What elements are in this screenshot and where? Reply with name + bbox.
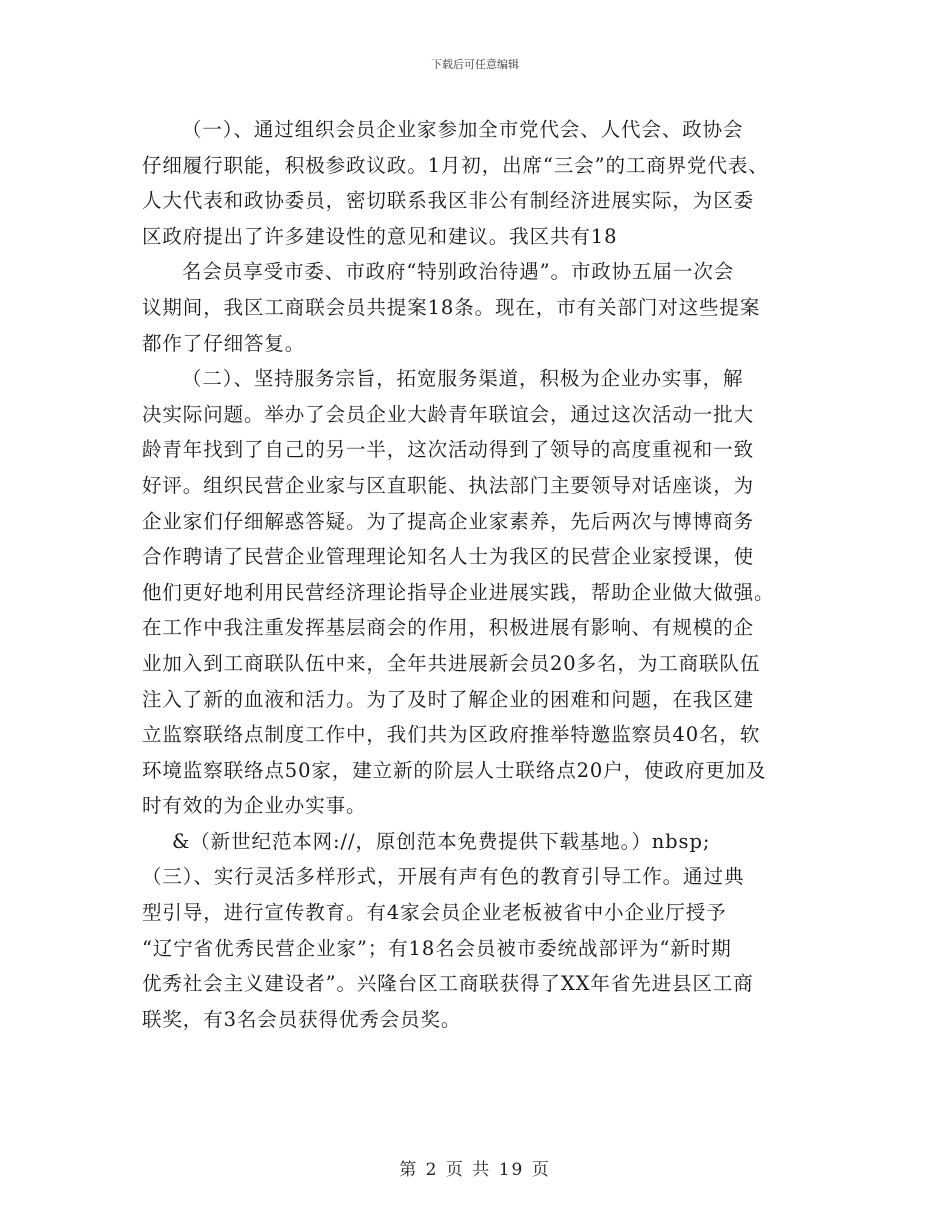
body-line: （二）、坚持服务宗旨，拓宽服务渠道，积极为企业办实事，解: [182, 367, 744, 391]
body-line: 他们更好地利用民营经济理论指导企业进展实践，帮助企业做大做强。: [142, 580, 775, 604]
body-line: 环境监察联络点50家，建立新的阶层人士联络点20户，使政府更加及: [142, 758, 767, 782]
header-note: 下载后可任意编辑: [431, 58, 519, 71]
body-line: 区政府提出了许多建设性的意见和建议。我区共有18: [142, 224, 618, 248]
body-line: 合作聘请了民营企业管理理论知名人士为我区的民营企业家授课，使: [142, 545, 755, 569]
body-line: &（新世纪范本网://，原创范本免费提供下载基地。）nbsp;: [172, 829, 711, 853]
document-body: [142, 112, 832, 1037]
body-line: 决实际问题。举办了会员企业大龄青年联谊会，通过这次活动一批大: [142, 402, 755, 426]
page-number: 第 2 页 共 19 页: [399, 1160, 551, 1180]
body-line: 都作了仔细答复。: [142, 331, 306, 355]
body-line: 龄青年找到了自己的另一半，这次活动得到了领导的高度重视和一致: [142, 438, 755, 462]
body-line: 议期间，我区工商联会员共提案18条。现在，市有关部门对这些提案: [142, 295, 761, 319]
body-line: 人大代表和政协委员，密切联系我区非公有制经济进展实际，为区委: [142, 189, 755, 213]
body-line: （一）、通过组织会员企业家参加全市党代会、人代会、政协会: [182, 118, 744, 141]
body-line: “辽宁省优秀民营企业家”；有18名会员被市委统战部评为“新时期: [142, 936, 732, 960]
body-line: 联奖，有3名会员获得优秀会员奖。: [142, 1007, 462, 1031]
body-line: 优秀社会主义建设者”。兴隆台区工商联获得了XX年省先进县区工商: [142, 972, 754, 996]
body-line: 仔细履行职能，积极参政议政。1月初，出席“三会”的工商界党代表、: [142, 153, 769, 177]
body-line: 业加入到工商联队伍中来，全年共进展新会员20多名，为工商联队伍: [142, 651, 761, 675]
body-line: 型引导，进行宣传教育。有4家会员企业老板被省中小企业厅授予: [142, 901, 727, 925]
body-line: 企业家们仔细解惑答疑。为了提高企业家素养，先后两次与博博商务: [142, 509, 755, 533]
body-line: 好评。组织民营企业家与区直职能、执法部门主要领导对话座谈，为: [142, 473, 755, 497]
body-line: （三）、实行灵活多样形式，开展有声有色的教育引导工作。通过典: [142, 865, 745, 889]
body-line: 注入了新的血液和活力。为了及时了解企业的困难和问题，在我区建: [142, 687, 755, 711]
body-line: 在工作中我注重发挥基层商会的作用，积极进展有影响、有规模的企: [142, 616, 755, 640]
body-line: 时有效的为企业办实事。: [142, 794, 367, 818]
body-line: 立监察联络点制度工作中，我们共为区政府推举特邀监察员40名，软: [142, 723, 761, 747]
body-line: 名会员享受市委、市政府“特别政治待遇”。市政协五届一次会: [182, 260, 735, 284]
